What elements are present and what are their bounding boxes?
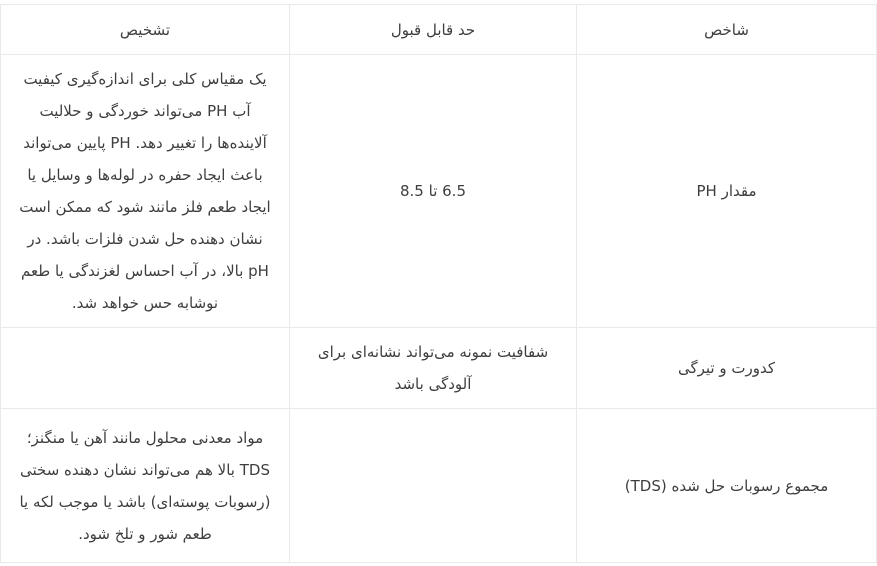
header-acceptable-limit: حد قابل قبول — [290, 5, 577, 55]
cell-ph-indicator: مقدار PH — [577, 55, 877, 328]
table-header-row — [1, 5, 877, 55]
cell-turbidity-diagnosis — [1, 328, 290, 409]
header-indicator: شاخص — [577, 5, 877, 55]
table-row-turbidity — [1, 328, 877, 409]
cell-turbidity-indicator: کدورت و تیرگی — [577, 328, 877, 409]
cell-tds-indicator: مجموع رسوبات حل شده (TDS) — [577, 409, 877, 563]
water-quality-table — [0, 4, 877, 563]
cell-ph-diagnosis: یک مقیاس کلی برای اندازه‌گیری کیفیت آب PH می‌تواند خوردگی و حلالیت آلاینده‌ها را تغییر دهد. PH پایین می‌تواند باعث ایجاد حفره در لوله‌ها و وسایل یا ایجاد طعم فلز مانند شود که ممکن است نشان دهنده حل شدن فلزات باشد. در pH بالا، در آب احساس لغزندگی یا طعم نوشابه حس خواهد شد. — [1, 55, 290, 328]
table-row-ph — [1, 55, 877, 328]
cell-turbidity-limit: شفافیت نمونه می‌تواند نشانه‌ای برای آلودگی باشد — [290, 328, 577, 409]
cell-tds-diagnosis: مواد معدنی محلول مانند آهن یا منگنز؛ TDS بالا هم می‌تواند نشان دهنده سختی (رسوبات پوسته‌ای) باشد یا موجب لکه یا طعم شور و تلخ شود. — [1, 409, 290, 563]
header-diagnosis: تشخیص — [1, 5, 290, 55]
table-row-tds — [1, 409, 877, 563]
cell-ph-limit: 6.5 تا 8.5 — [290, 55, 577, 328]
cell-tds-limit — [290, 409, 577, 563]
